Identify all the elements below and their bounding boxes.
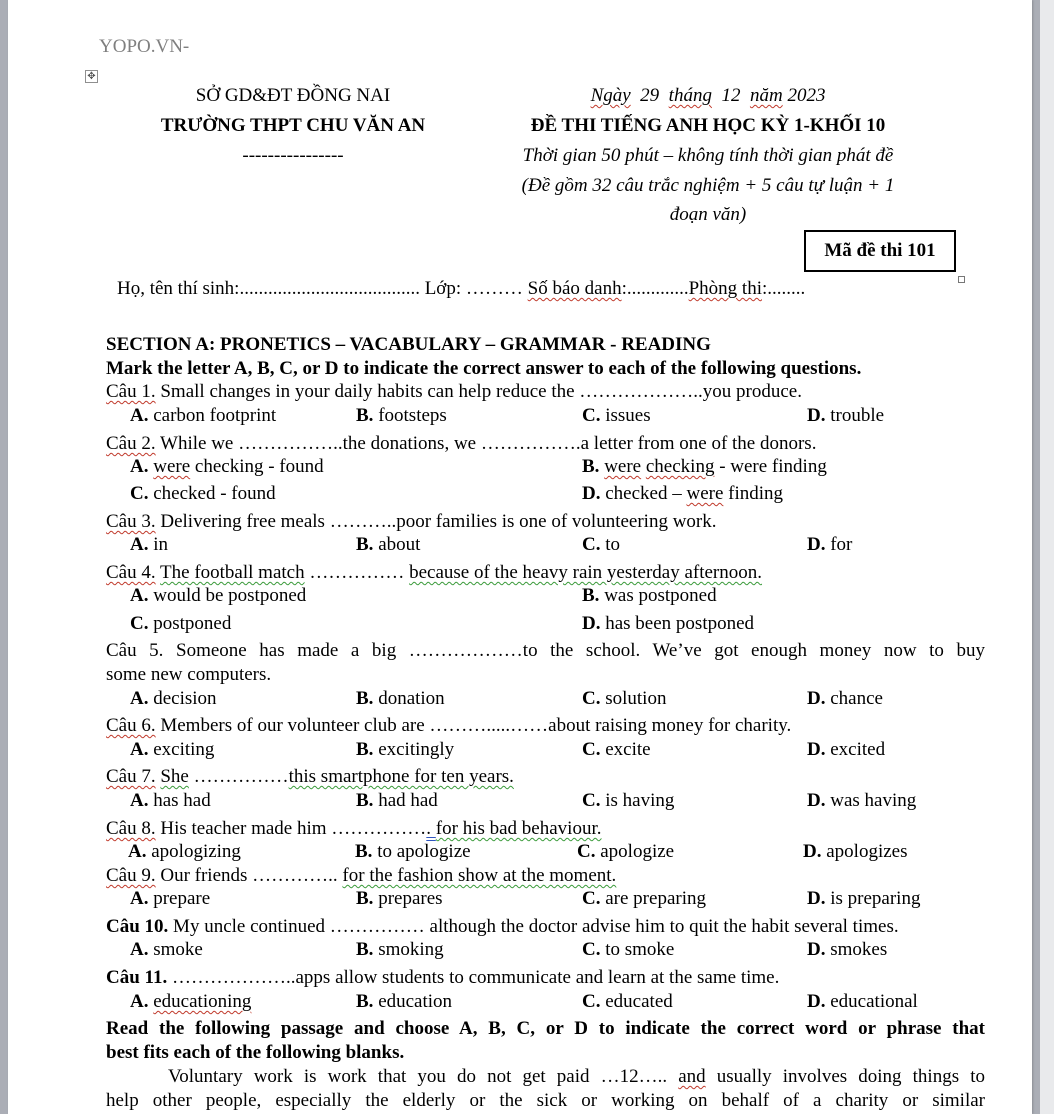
option-b: B. were checking - were finding	[582, 456, 827, 477]
question-label: Câu 11.	[106, 967, 168, 988]
option-b: B. education	[356, 991, 453, 1012]
question-label: Câu 8.	[106, 818, 156, 839]
header-divider: ----------------	[242, 145, 344, 166]
option-d: D. trouble	[807, 405, 885, 426]
reading-instruction: Read the following passage and choose A, B, C, or D to indicate the correct word or phrase that	[106, 1018, 985, 1039]
student-number-label: Số báo danh	[527, 278, 622, 299]
question-label: Câu 6.	[106, 715, 156, 736]
option-a: A. decision	[130, 688, 217, 709]
time-note: Thời gian 50 phút – không tính thời gian phát đề	[522, 145, 894, 166]
option-d: D. smokes	[807, 939, 888, 960]
option-b: B. excitingly	[356, 739, 455, 760]
option-b: B. had had	[356, 790, 438, 811]
exam-room-dots: :........	[761, 278, 806, 299]
section-title: SECTION A: PRONETICS – VACABULARY – GRAMMAR - READING	[106, 334, 711, 355]
exam-structure-line2: đoạn văn)	[669, 204, 747, 225]
question-8: Câu 8. His teacher made him ……………. for his bad behaviour.	[106, 818, 602, 839]
option-c: C. educated	[582, 991, 673, 1012]
option-a: A. exciting	[130, 739, 215, 760]
option-c: C. excite	[582, 739, 651, 760]
option-a: A. educationing	[130, 991, 252, 1012]
question-text: Delivering free meals ………..poor families is one of volunteering work.	[160, 511, 717, 532]
student-info-line	[117, 277, 805, 300]
option-d: D. has been postponed	[582, 613, 755, 634]
question-3	[106, 510, 717, 533]
question-7: Câu 7. She ……………this smartphone for ten years.	[106, 766, 514, 787]
watermark-text: YOPO.VN-	[99, 36, 190, 57]
question-6	[106, 714, 791, 737]
option-a: A. would be postponed	[130, 585, 307, 606]
date-prefix: Ngày	[590, 85, 631, 106]
option-d: D. is preparing	[807, 888, 921, 909]
exam-title: ĐỀ THI TIẾNG ANH HỌC KỲ 1-KHỐI 10	[530, 115, 886, 136]
vertical-scrollbar[interactable]	[1040, 0, 1054, 1114]
question-label: Câu 2.	[106, 433, 156, 454]
reading-instruction-line2: best fits each of the following blanks.	[106, 1042, 405, 1063]
question-5-line2: some new computers.	[106, 664, 272, 685]
department-name: SỞ GD&ĐT ĐỒNG NAI	[195, 85, 391, 106]
question-text: Someone has made a big ………………to the school. We’ve got enough money now to buy	[176, 640, 985, 661]
student-number-dots: :.............	[621, 278, 689, 299]
question-text: Members of our volunteer club are ……….....……about raising money for charity.	[160, 715, 792, 736]
option-d: D. apologizes	[803, 841, 908, 862]
school-name: TRƯỜNG THPT CHU VĂN AN	[160, 115, 426, 136]
option-a: A. has had	[130, 790, 211, 811]
option-a: A. apologizing	[128, 841, 241, 862]
text-box-handle	[958, 276, 965, 283]
table-move-icon[interactable]: ✥	[85, 70, 98, 83]
option-d: D. excited	[807, 739, 886, 760]
option-c: C. postponed	[130, 613, 232, 634]
student-name-field: Họ, tên thí sinh:......................................	[117, 278, 420, 299]
option-c: C. to	[582, 534, 621, 555]
option-b: B. donation	[356, 688, 445, 709]
question-label: Câu 9.	[106, 865, 156, 886]
option-a: A. prepare	[130, 888, 211, 909]
question-5	[106, 639, 985, 662]
question-label: Câu 7.	[106, 766, 156, 787]
passage-line-1: Voluntary work is work that you do not get paid …12….. and usually involves doing things to	[168, 1066, 985, 1087]
date-month: 12	[721, 85, 741, 106]
question-label: Câu 3.	[106, 511, 156, 532]
question-text: ………………..apps allow students to communicate and learn at the same time.	[172, 967, 780, 988]
option-b: B. footsteps	[356, 405, 447, 426]
option-b: B. about	[356, 534, 421, 555]
option-a: A. in	[130, 534, 169, 555]
option-c: C. to smoke	[582, 939, 675, 960]
option-a: A. smoke	[130, 939, 203, 960]
exam-room-label: Phòng thi	[688, 278, 762, 299]
question-text: Small changes in your daily habits can help reduce the ………………..you produce.	[160, 381, 802, 402]
question-10	[106, 915, 899, 938]
instruction: Mark the letter A, B, C, or D to indicate the correct answer to each of the following questions.	[106, 358, 862, 379]
option-c: C. checked - found	[130, 483, 276, 504]
student-class-field: Lớp: ………	[424, 278, 523, 299]
option-a: A. carbon footprint	[130, 405, 277, 426]
question-label: Câu 5.	[106, 640, 164, 661]
question-11	[106, 966, 779, 989]
option-a: A. were checking - found	[130, 456, 324, 477]
option-c: C. solution	[582, 688, 667, 709]
option-c: C. is having	[582, 790, 675, 811]
option-c: C. apologize	[577, 841, 675, 862]
question-4: Câu 4. The football match …………… because of the heavy rain yesterday afternoon.	[106, 562, 763, 583]
exam-code-box: Mã đề thi 101	[804, 230, 956, 272]
question-text: My uncle continued …………… although the doctor advise him to quit the habit several times.	[173, 916, 899, 937]
question-9: Câu 9. Our friends ………….. for the fashion show at the moment.	[106, 865, 617, 886]
option-b: B. prepares	[356, 888, 443, 909]
date-day: 29	[640, 85, 660, 106]
question-2	[106, 432, 816, 455]
question-text: While we ……………..the donations, we …………….a letter from one of the donors.	[160, 433, 817, 454]
option-d: D. checked – were finding	[582, 483, 784, 504]
option-b: B. to apologize	[355, 841, 471, 862]
passage-line-2: help other people, especially the elderly or the sick or working on behalf of a charity or similar	[106, 1090, 985, 1111]
option-b: B. was postponed	[582, 585, 717, 606]
question-label: Câu 1.	[106, 381, 156, 402]
option-d: D. was having	[807, 790, 917, 811]
option-b: B. smoking	[356, 939, 444, 960]
option-c: C. are preparing	[582, 888, 706, 909]
option-d: D. educational	[807, 991, 918, 1012]
question-label: Câu 4.	[106, 562, 156, 583]
exam-structure-line1: (Đề gồm 32 câu trắc nghiệm + 5 câu tự luận + 1	[521, 175, 895, 196]
question-label: Câu 10.	[106, 916, 169, 937]
option-d: D. chance	[807, 688, 883, 709]
exam-date	[478, 84, 938, 107]
date-month-word: tháng	[668, 85, 712, 106]
option-d: D. for	[807, 534, 853, 555]
question-1	[106, 380, 802, 403]
option-c: C. issues	[582, 405, 651, 426]
date-year-word: năm	[749, 85, 783, 106]
date-year: 2023	[787, 85, 826, 106]
